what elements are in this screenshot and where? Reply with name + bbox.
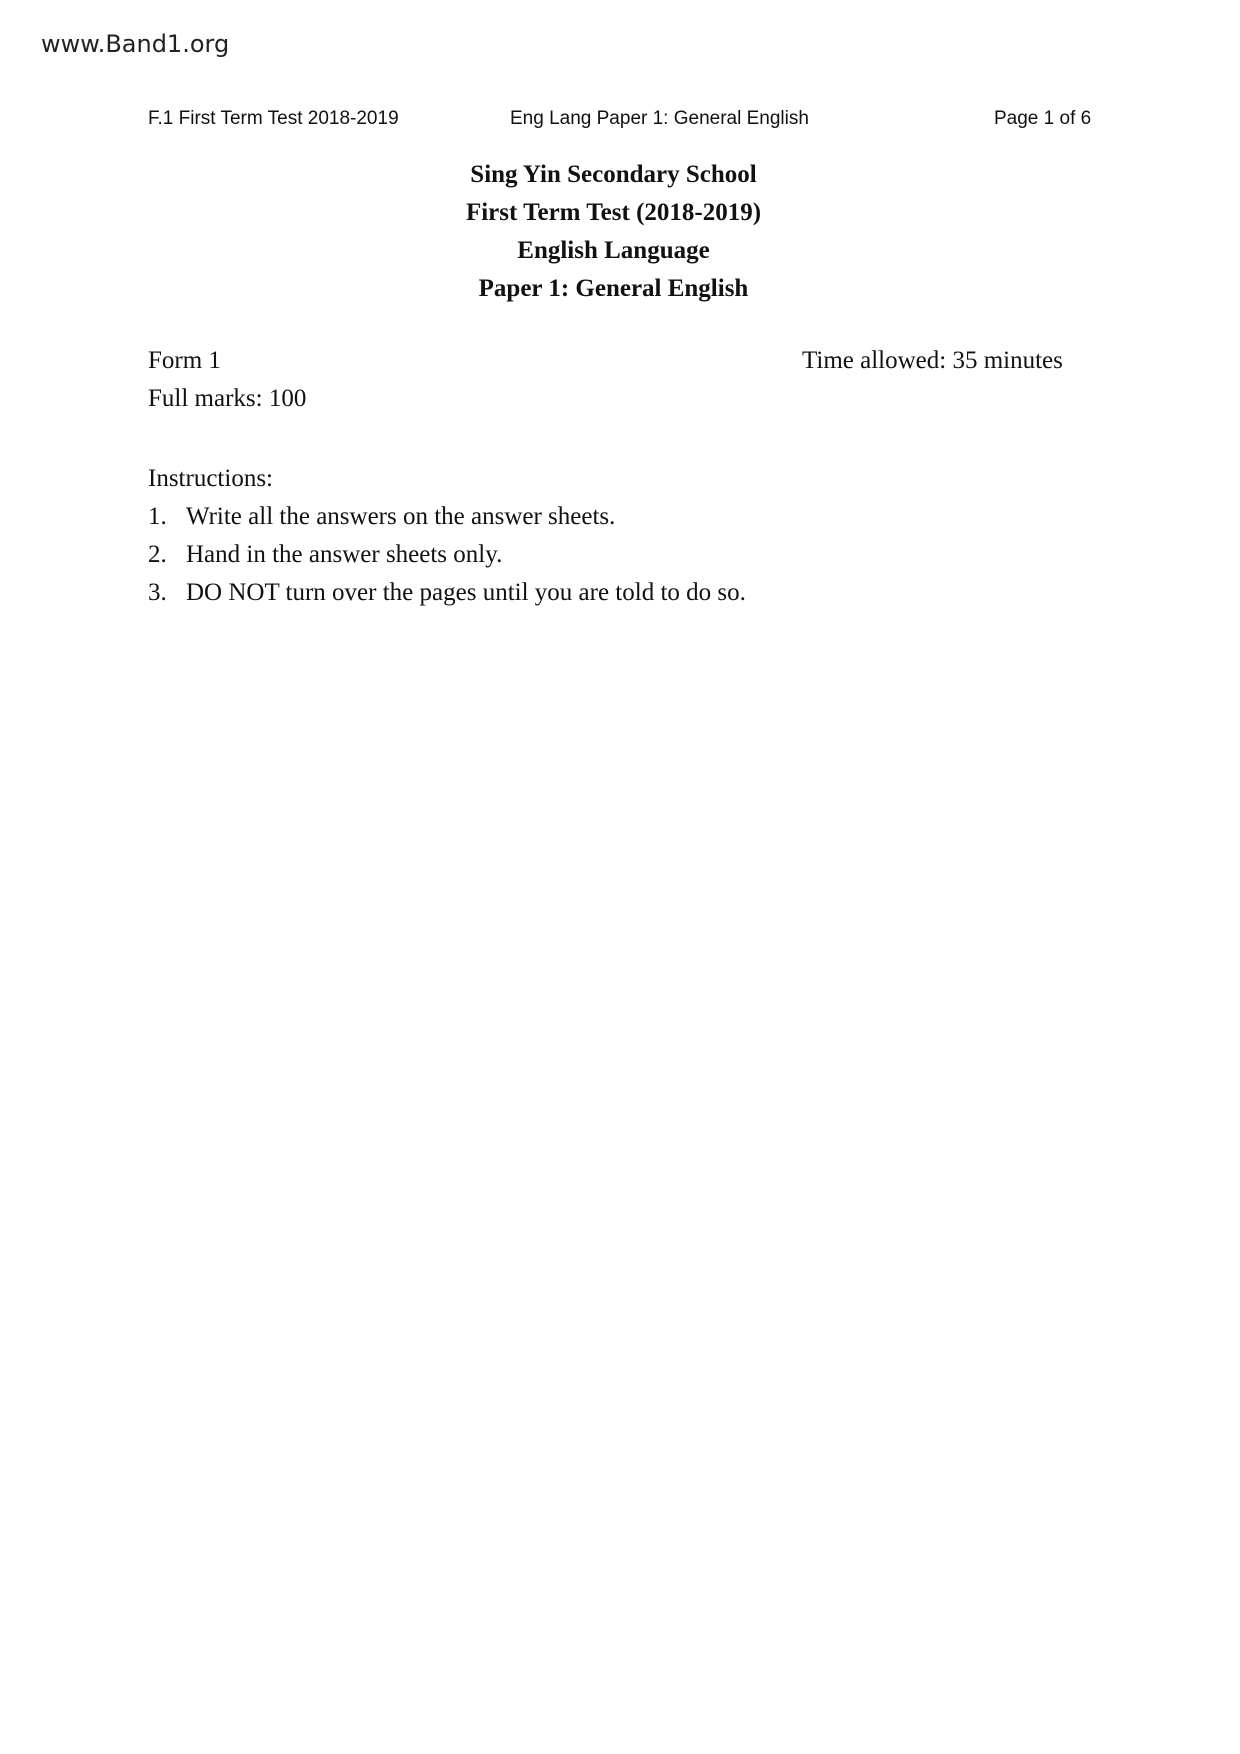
page-number: Page 1 of 6 (994, 108, 1092, 129)
instruction-text: Hand in the answer sheets only. (186, 541, 503, 568)
instruction-text: Write all the answers on the answer sheets. (186, 503, 616, 530)
paper-name: Paper 1: General English (478, 275, 749, 302)
instructions-list (148, 498, 746, 612)
full-marks: Full marks: 100 (148, 385, 307, 412)
subject-name: English Language (517, 237, 710, 264)
instruction-number: 2. (148, 541, 167, 568)
title-block (0, 156, 1227, 308)
watermark: www.Band1.org (41, 30, 230, 58)
instructions (148, 460, 746, 612)
instruction-text: DO NOT turn over the pages until you are told to do so. (186, 579, 746, 606)
running-header-center: Eng Lang Paper 1: General English (510, 108, 809, 129)
running-header-left: F.1 First Term Test 2018-2019 (148, 108, 399, 129)
instructions-heading: Instructions: (148, 465, 273, 492)
instruction-number: 3. (148, 579, 167, 606)
instruction-item (148, 574, 746, 612)
instruction-item (148, 536, 746, 574)
time-allowed: Time allowed: 35 minutes (802, 347, 1063, 374)
instruction-item (148, 498, 746, 536)
test-name: First Term Test (2018-2019) (465, 199, 762, 226)
school-name: Sing Yin Secondary School (470, 161, 757, 188)
form-label: Form 1 (148, 347, 221, 374)
instruction-number: 1. (148, 503, 167, 530)
running-header (0, 108, 1240, 134)
